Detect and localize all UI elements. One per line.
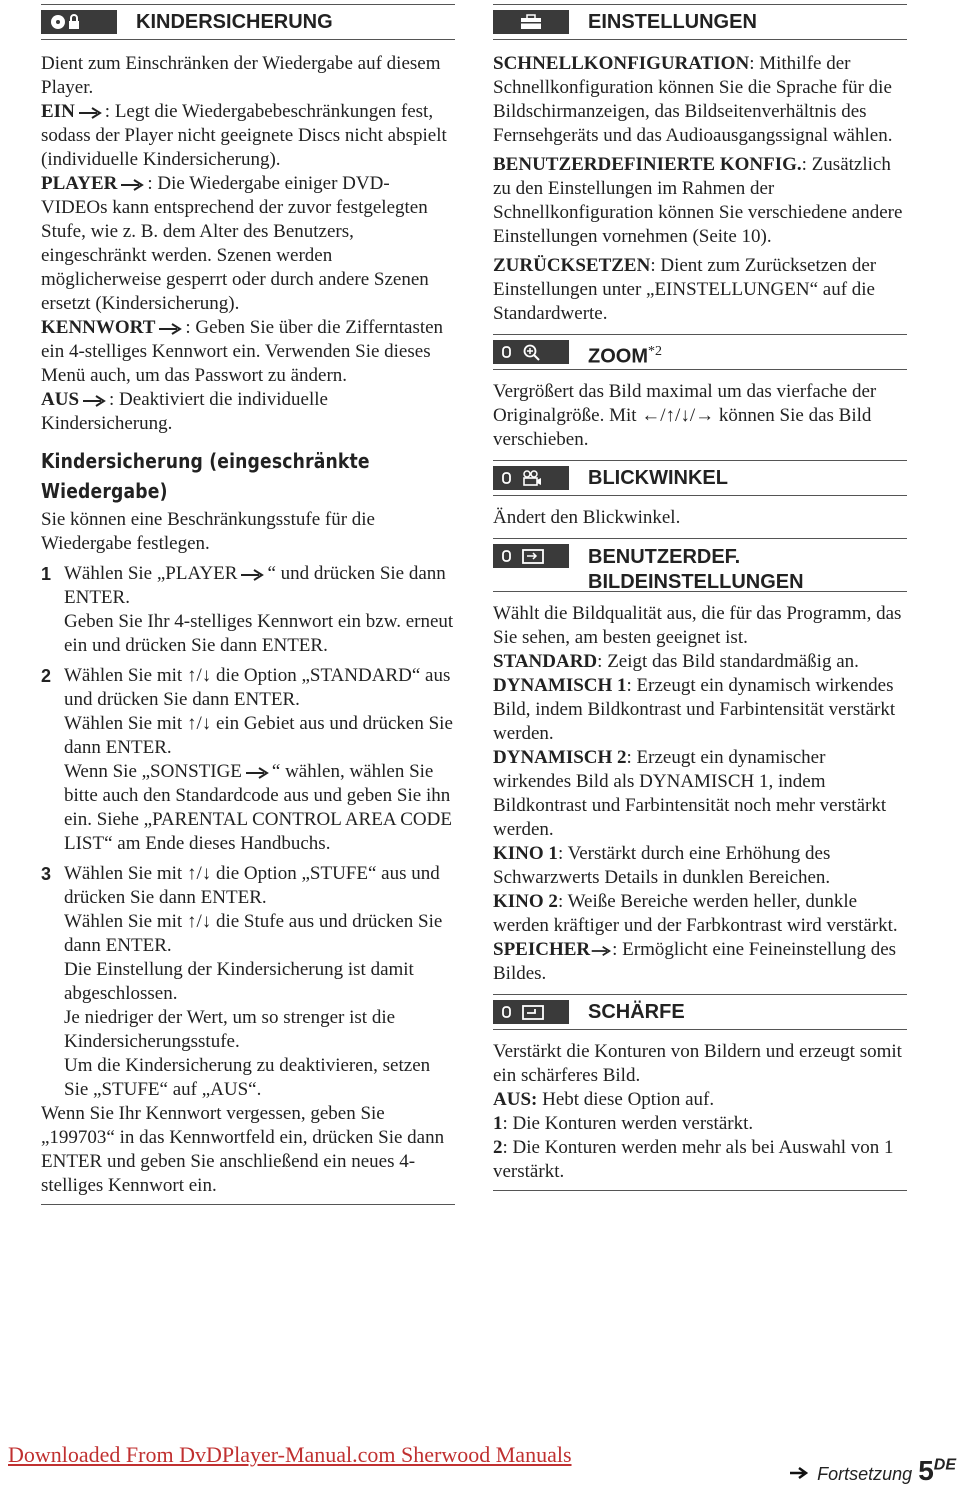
section-header-bildeinstellungen xyxy=(493,538,907,592)
einstellungen-badge xyxy=(493,10,569,34)
step-number: 2 xyxy=(41,666,52,686)
disc-lock-icon xyxy=(49,13,85,31)
right-column xyxy=(493,0,907,1191)
arrow-right-icon xyxy=(157,323,183,335)
section-header-zoom xyxy=(493,334,907,370)
section-title: BLICKWINKEL xyxy=(588,467,728,489)
arrow-right-icon xyxy=(239,569,265,581)
download-source-link[interactable]: Downloaded From DvDPlayer-Manual.com Sherwood Manuals xyxy=(8,1442,572,1467)
paragraph: Ändert den Blickwinkel. xyxy=(493,507,681,528)
option-aus: AUS : Deaktiviert die individuelle Kindersicherung. xyxy=(41,389,328,434)
zoom-icon xyxy=(501,343,551,361)
blickwinkel-badge xyxy=(493,466,569,490)
section-header-schaerfe xyxy=(493,994,907,1030)
section-title: KINDERSICHERUNG xyxy=(136,11,333,33)
section-header-blickwinkel xyxy=(493,460,907,496)
subsection-heading: Kindersicherung (eingeschränkte Wiedergabe) xyxy=(41,449,370,503)
paragraph: Wählt die Bildqualität aus, die für das Programm, das Sie sehen, am besten geeignet ist. xyxy=(493,603,902,648)
arrow-right-icon xyxy=(81,395,107,407)
arrow-right-icon xyxy=(244,767,270,779)
section-header-einstellungen xyxy=(493,4,907,40)
paragraph: Wenn Sie Ihr Kennwort vergessen, geben Sie „199703“ in das Kennwortfeld ein, drücken Sie dann ENTER und geben Sie anschließend ein neues 4-stelliges Kennwort ein. xyxy=(41,1103,445,1196)
keyword: PLAYER xyxy=(41,173,118,194)
option-schnellkonfiguration: SCHNELLKONFIGURATION: Mithilfe der Schnellkonfiguration können Sie die Sprache für die Bildschirmanzeigen, das Bildseitenverhältnis des Fernsehgeräts und das Audioausgangssignal wählen. xyxy=(493,53,893,146)
keyword: AUS xyxy=(41,389,80,410)
bildeinstellungen-badge xyxy=(493,544,569,568)
section-header-kindersicherung xyxy=(41,4,455,40)
page-number: 5DE xyxy=(918,1455,956,1486)
picture-settings-icon xyxy=(501,547,551,565)
divider xyxy=(493,1190,907,1191)
option-zuruecksetzen: ZURÜCKSETZEN: Dient zum Zurücksetzen der Einstellungen unter „EINSTELLUNGEN“ auf die Standardwerte. xyxy=(493,255,877,324)
arrow-right-icon xyxy=(77,107,103,119)
keyword: KENNWORT xyxy=(41,317,156,338)
sharpness-icon xyxy=(501,1003,551,1021)
paragraph: Sie können eine Beschränkungsstufe für die Wiedergabe festlegen. xyxy=(41,509,375,554)
step-1: 1 Wählen Sie „PLAYER “ und drücken Sie dann ENTER. Geben Sie Ihr 4-stelliges Kennwort ein bzw. erneut ein und drücken Sie dann ENTER. xyxy=(41,563,454,656)
section-title: ZOOM$^{*2}$ xyxy=(588,344,662,368)
kindersicherung-badge xyxy=(41,10,117,34)
option-aus: AUS: Hebt diese Option auf. xyxy=(493,1089,715,1110)
option-kennwort: KENNWORT : Geben Sie über die Zifferntasten ein 4-stelliges Kennwort ein. Verwenden Sie dieses Menü auch, um das Passwort zu ändern. xyxy=(41,317,444,386)
paragraph: Verstärkt die Konturen von Bildern und erzeugt somit ein schärferes Bild. xyxy=(493,1041,902,1086)
option-1: 1: Die Konturen werden verstärkt. xyxy=(493,1113,754,1134)
section-title: BENUTZERDEF. BILDEINSTELLUNGEN xyxy=(588,546,804,593)
step-3: 3 Wählen Sie mit ↑/↓ die Option „STUFE“ aus und drücken Sie dann ENTER. Wählen Sie mit ↑/↓ die Stufe aus und drücken Sie dann ENTER. Die Einstellung der Kindersicherung ist damit abgeschlossen. Je niedriger der Wert, um so strenger ist die Kindersicherungsstufe. Um die Kindersicherung zu deaktivieren, setzen Sie „STUFE“ auf „AUS“. xyxy=(41,863,443,1100)
option-standard: STANDARD: Zeigt das Bild standardmäßig an. xyxy=(493,651,859,672)
option-dynamisch-1: DYNAMISCH 1: Erzeugt ein dynamisch wirkendes Bild, indem Bildkontrast und Farbintensität verstärkt werden. xyxy=(493,675,896,744)
option-ein: EIN : Legt die Wiedergabebeschränkungen fest, sodass der Player nicht geeignete Discs nicht abspielt (individuelle Kindersicherung). xyxy=(41,101,447,170)
section-title: SCHÄRFE xyxy=(588,1001,685,1023)
zoom-badge xyxy=(493,340,569,364)
option-benutzerdefinierte: BENUTZERDEFINIERTE KONFIG.: Zusätzlich zu den Einstellungen im Rahmen der Schnellkonfiguration können Sie verschiedene andere Einstellungen vornehmen (Seite 10). xyxy=(493,154,903,247)
continue-arrow-icon xyxy=(789,1466,811,1480)
option-kino-1: KINO 1: Verstärkt durch eine Erhöhung des Schwarzwerts Details in dunklen Bereichen. xyxy=(493,843,831,888)
paragraph: Dient zum Einschränken der Wiedergabe auf diesem Player. xyxy=(41,53,441,98)
option-speicher: SPEICHER : Ermöglicht eine Feineinstellung des Bildes. xyxy=(493,939,897,984)
option-kino-2: KINO 2: Weiße Bereiche werden heller, dunkle werden kräftiger und der Farbkontrast wird verstärkt. xyxy=(493,891,898,936)
option-player: PLAYER : Die Wiedergabe einiger DVD-VIDEOs kann entsprechend der zuvor festgelegten Stufe, wie z. B. dem Alter des Benutzers, eingeschränkt werden. Szenen werden möglicherweise gesperrt oder durch andere Szenen ersetzt (Kindersicherung). xyxy=(41,173,429,314)
step-2: 2 Wählen Sie mit ↑/↓ die Option „STANDARD“ aus und drücken Sie dann ENTER. Wählen Sie mit ↑/↓ ein Gebiet aus und drücken Sie dann ENTER. Wenn Sie „SONSTIGE “ wählen, wählen Sie bitte auch den Standardcode aus und geben Sie ihn ein. Siehe „PARENTAL CONTROL AREA CODE LIST“ am Ende dieses Handbuchs. xyxy=(41,665,453,854)
section-title: EINSTELLUNGEN xyxy=(588,11,757,33)
toolbox-icon xyxy=(501,13,561,31)
keyword: EIN xyxy=(41,101,75,122)
camera-angle-icon xyxy=(501,469,551,487)
arrow-right-icon xyxy=(590,945,612,957)
continued-label: Fortsetzung xyxy=(817,1464,913,1484)
arrow-right-icon xyxy=(119,179,145,191)
page-footer xyxy=(789,1455,956,1487)
option-dynamisch-2: DYNAMISCH 2: Erzeugt ein dynamischer wirkendes Bild als DYNAMISCH 1, indem Bildkontrast und Farbintensität noch mehr verstärkt werden. xyxy=(493,747,887,840)
schaerfe-badge xyxy=(493,1000,569,1024)
divider xyxy=(41,1204,455,1205)
option-2: 2: Die Konturen werden mehr als bei Auswahl von 1 verstärkt. xyxy=(493,1137,894,1182)
left-column xyxy=(41,0,455,1205)
step-number: 3 xyxy=(41,864,52,884)
step-number: 1 xyxy=(41,564,52,584)
paragraph: Vergrößert das Bild maximal um das vierfache der Originalgröße. Mit ←/↑/↓/→ können Sie das Bild verschieben. xyxy=(493,381,877,450)
